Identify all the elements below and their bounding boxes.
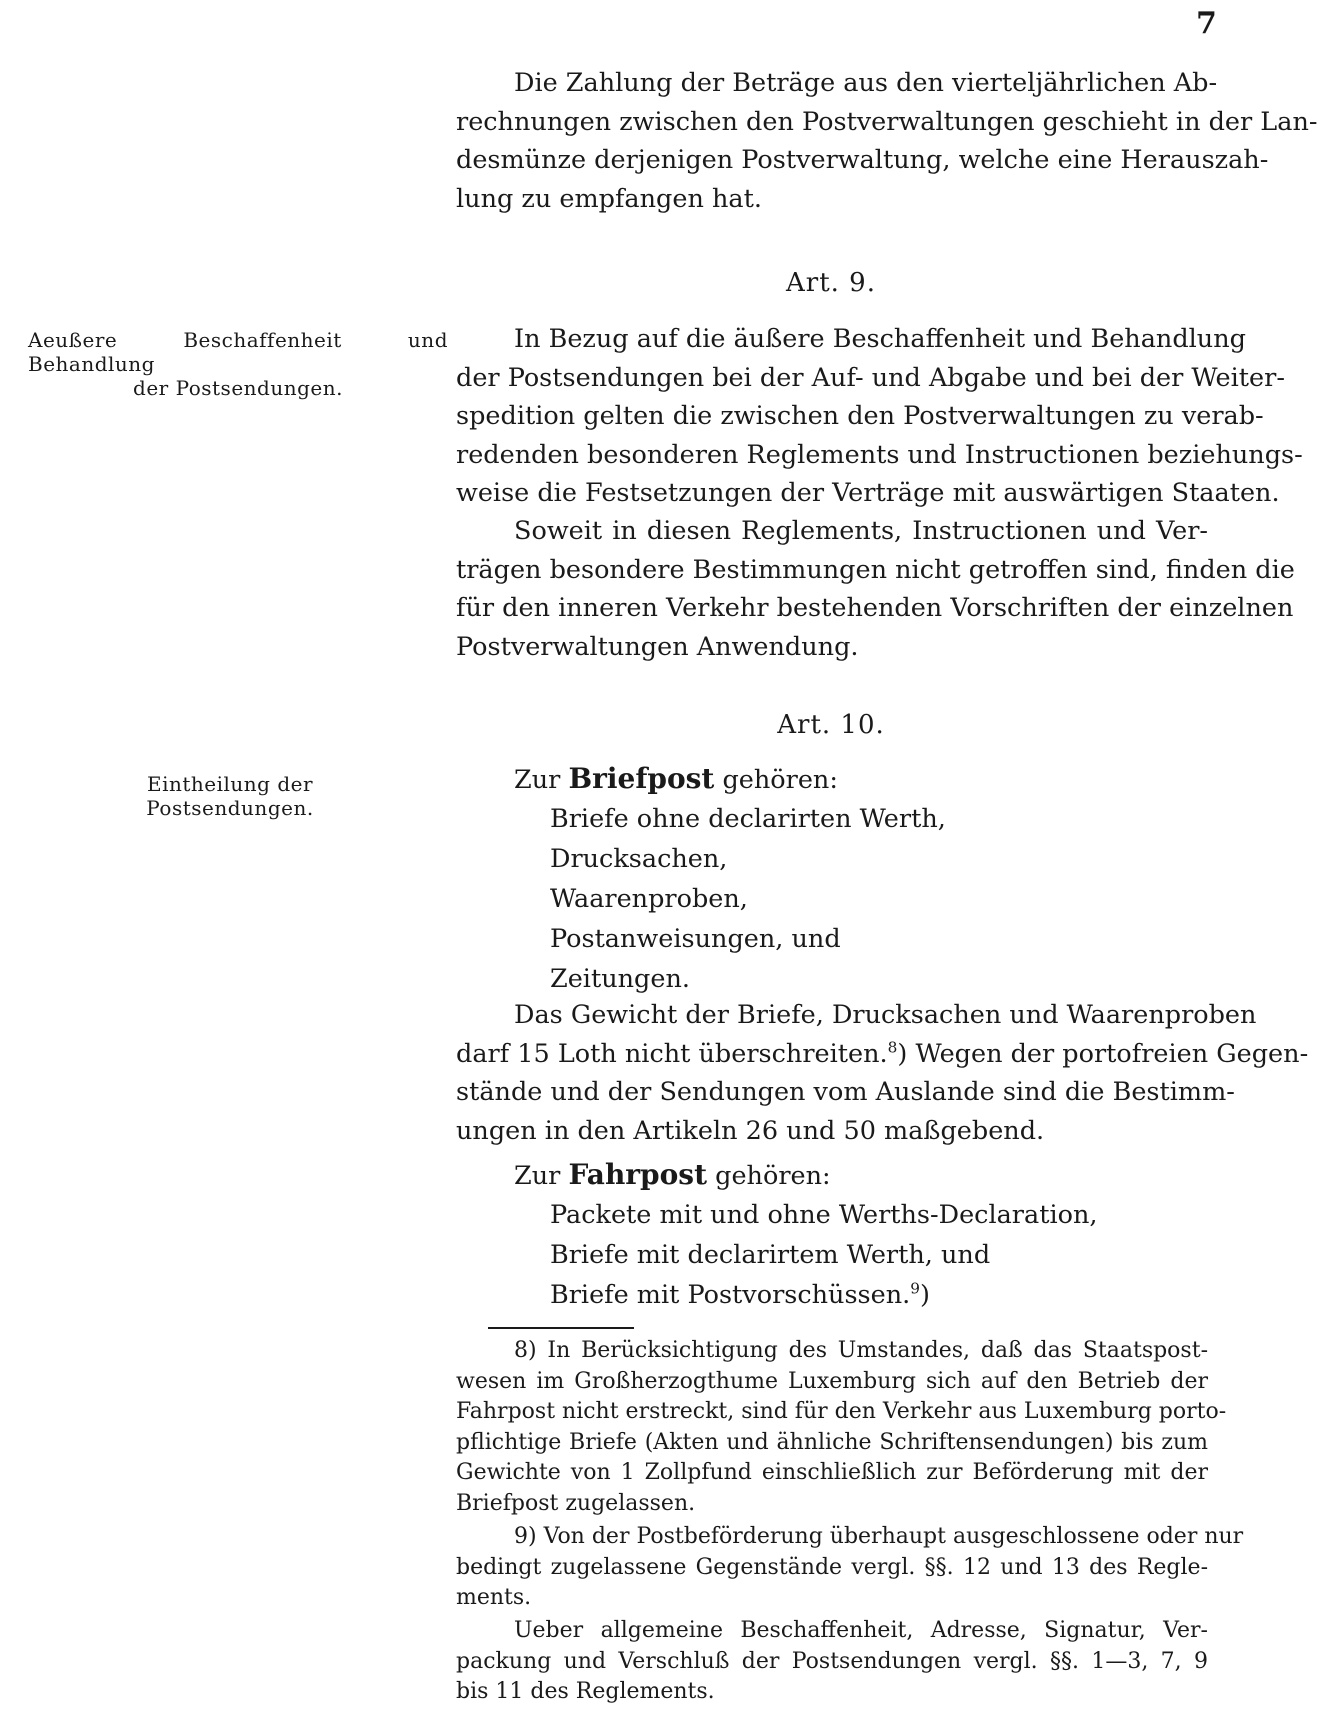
text-line: rechnungen zwischen den Postverwaltungen geschieht in der Lan- [456, 106, 1317, 137]
text-line: lung zu empfangen hat. [456, 183, 762, 214]
fahrpost-suffix: gehören: [715, 1161, 831, 1191]
footnote-rule [488, 1327, 634, 1329]
text-line: packung und Verschluß der Postsendungen vergl. §§. 1—3, 7, 9 [456, 1648, 1208, 1674]
footnote-8 [456, 1336, 1227, 1519]
sidenote-line: der Postsendungen. [133, 376, 343, 400]
briefpost-intro [514, 760, 838, 800]
list-item: Waarenproben, [550, 884, 748, 914]
footnote-9-continued [456, 1616, 1208, 1708]
text-line: redenden besonderen Reglements und Instructionen beziehungs- [456, 439, 1303, 470]
footnote-ref: 9 [910, 1279, 920, 1298]
text-fragment: darf 15 Loth nicht überschreiten. [456, 1038, 888, 1069]
text-line: der Postsendungen bei der Auf- und Abgabe und bei der Weiter- [456, 362, 1285, 393]
text-line: spedition gelten die zwischen den Postverwaltungen zu verab- [456, 401, 1264, 431]
text-line: Briefpost zugelassen. [456, 1490, 696, 1516]
text-line: bedingt zugelassene Gegenstände vergl. §§. 12 und 13 des Regle- [456, 1554, 1208, 1580]
text-line: Die Zahlung der Beträge aus den vierteljährlichen Ab- [514, 68, 1218, 98]
text-line: Gewichte von 1 Zollpfund einschließlich zur Beförderung mit der [456, 1460, 1208, 1485]
text-line: pflichtige Briefe (Akten und ähnliche Schriftensendungen) bis zum [456, 1429, 1208, 1455]
text-fragment: Wegen der portofreien Gegen- [915, 1038, 1309, 1069]
text-line: darf 15 Loth nicht überschreiten.$^8$) Wegen der portofreien Gegen- [456, 1038, 1309, 1069]
weight-paragraph [456, 996, 1309, 1150]
text-line: wesen im Großherzogthume Luxemburg sich auf den Betrieb der [456, 1368, 1208, 1394]
text-line: 8) In Berücksichtigung des Umstandes, daß das Staatspost- [514, 1338, 1208, 1363]
briefpost-term: Briefpost [568, 762, 715, 795]
list-item: Zeitungen. [550, 964, 691, 994]
text-line: trägen besondere Bestimmungen nicht getroffen sind, finden die [456, 554, 1295, 585]
footnote-9 [456, 1522, 1244, 1614]
fahrpost-term: Fahrpost [568, 1158, 708, 1191]
list-item: Briefe ohne declarirten Werth, [550, 804, 946, 834]
text-line: 9) Von der Postbeförderung überhaupt ausgeschlossene oder nur [514, 1524, 1244, 1549]
list-item: Drucksachen, [550, 844, 728, 874]
text-line: Das Gewicht der Briefe, Drucksachen und Waarenproben [514, 1000, 1257, 1030]
text-line: Fahrpost nicht erstreckt, sind für den Verkehr aus Luxemburg porto- [456, 1399, 1227, 1424]
article-10-sidenote: Eintheilung der Postsendungen. [146, 772, 314, 820]
text-line: Postverwaltungen Anwendung. [456, 631, 859, 662]
list-item: Postanweisungen, und [550, 924, 841, 954]
fahrpost-prefix: Zur [514, 1161, 561, 1191]
text-line: stände und der Sendungen vom Auslande sind die Bestimm- [456, 1077, 1235, 1107]
briefpost-suffix: gehören: [722, 765, 838, 795]
page-number: 7 [1196, 6, 1217, 41]
briefpost-prefix: Zur [514, 765, 561, 795]
article-9-sidenote [28, 328, 448, 400]
list-item: Briefe mit declarirtem Werth, und [550, 1240, 991, 1270]
text-line: ungen in den Artikeln 26 und 50 maßgebend. [456, 1115, 1045, 1146]
list-item: Packete mit und ohne Werths-Declaration, [550, 1200, 1098, 1230]
list-item: Briefe mit Postvorschüssen.$^9$) [550, 1279, 930, 1310]
sidenote-line: Aeußere Beschaffenheit und Behandlung [28, 328, 448, 376]
footnote-ref: 8 [887, 1038, 898, 1056]
intro-paragraph [456, 64, 1317, 218]
text-line: Ueber allgemeine Beschaffenheit, Adresse, Signatur, Ver- [514, 1618, 1208, 1643]
fahrpost-intro [514, 1156, 831, 1196]
article-9-paragraph-2 [456, 512, 1295, 666]
text-line: ments. [456, 1585, 532, 1610]
article-9-heading: Art. 9. [786, 268, 876, 298]
text-line: bis 11 des Reglements. [456, 1679, 715, 1704]
text-line: Soweit in diesen Reglements, Instructionen und Ver- [514, 516, 1208, 546]
article-10-heading: Art. 10. [777, 710, 885, 740]
text-line: In Bezug auf die äußere Beschaffenheit und Behandlung [514, 324, 1246, 354]
text-fragment: Briefe mit Postvorschüssen. [550, 1280, 911, 1310]
text-line: desmünze derjenigen Postverwaltung, welche eine Herauszah- [456, 145, 1269, 175]
article-9-paragraph-1 [456, 320, 1303, 513]
text-line: für den inneren Verkehr bestehenden Vorschriften der einzelnen [456, 593, 1294, 623]
text-line: weise die Festsetzungen der Verträge mit auswärtigen Staaten. [456, 478, 1280, 508]
